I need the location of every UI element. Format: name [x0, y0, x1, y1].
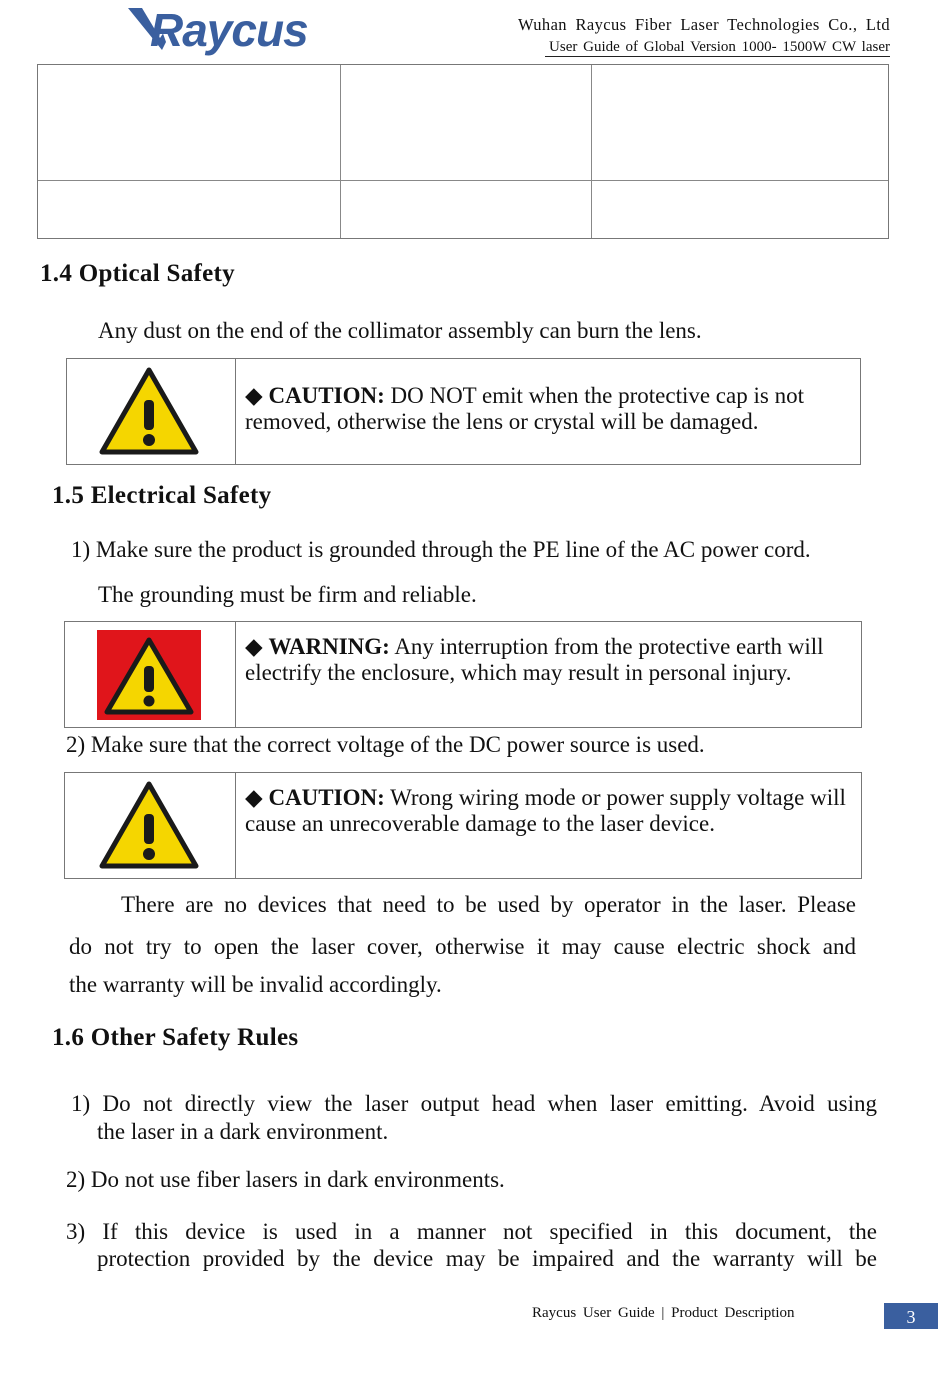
- caution-box-optical: [66, 358, 861, 465]
- caution-icon: [99, 781, 199, 869]
- header-company: Wuhan Raycus Fiber Laser Technologies Co., Ltd: [517, 15, 890, 34]
- rule-1-line-1: 1) Do not directly view the laser output head when laser emitting. Avoid using: [71, 1091, 877, 1116]
- warning-text-electrical: ◆ WARNING: Any interruption from the protective earth will electrify the enclosure, which may result in personal injury.: [245, 634, 824, 685]
- electrical-item-1-cont: The grounding must be firm and reliable.: [98, 582, 477, 607]
- electrical-item-1: 1) Make sure the product is grounded through the PE line of the AC power cord.: [71, 537, 811, 562]
- header-guide: User Guide of Global Version 1000- 1500W CW laser: [545, 39, 890, 57]
- electrical-note-line-2: do not try to open the laser cover, otherwise it may cause electric shock and: [69, 934, 856, 959]
- raycus-logo: [128, 2, 333, 56]
- section-1-4-title: 1.4 Optical Safety: [40, 260, 235, 287]
- electrical-item-2: 2) Make sure that the correct voltage of the DC power source is used.: [66, 732, 705, 757]
- rule-1-line-2: the laser in a dark environment.: [97, 1119, 389, 1144]
- optical-intro: Any dust on the end of the collimator assembly can burn the lens.: [98, 318, 702, 343]
- diamond-bullet-icon: ◆: [245, 383, 269, 408]
- diamond-bullet-icon: ◆: [245, 785, 269, 810]
- electrical-note-line-1: There are no devices that need to be used by operator in the laser. Please: [121, 892, 856, 917]
- caution-box-electrical: [64, 772, 862, 879]
- diamond-bullet-icon: ◆: [245, 634, 269, 659]
- warning-box-electrical: [64, 621, 862, 728]
- page-number: 3: [884, 1303, 938, 1329]
- electrical-note-line-3: the warranty will be invalid accordingly.: [69, 972, 442, 997]
- svg-text:Raycus: Raycus: [150, 4, 308, 56]
- rule-3-line-1: 3) If this device is used in a manner not specified in this document, the: [66, 1219, 877, 1244]
- section-1-6-title: 1.6 Other Safety Rules: [52, 1024, 299, 1051]
- caution-text-optical: ◆ CAUTION: DO NOT emit when the protective cap is not removed, otherwise the lens or crystal will be damaged.: [245, 383, 804, 434]
- caution-icon: [99, 367, 199, 455]
- spec-table: [37, 64, 889, 239]
- warning-icon: [97, 630, 201, 720]
- footer-text: Raycus User Guide | Product Description: [532, 1305, 795, 1321]
- section-1-5-title: 1.5 Electrical Safety: [52, 482, 272, 509]
- rule-3-line-2: protection provided by the device may be impaired and the warranty will be: [97, 1246, 877, 1271]
- rule-2: 2) Do not use fiber lasers in dark environments.: [66, 1167, 505, 1192]
- caution-text-electrical: ◆ CAUTION: Wrong wiring mode or power supply voltage will cause an unrecoverable damage to the laser device.: [245, 785, 846, 836]
